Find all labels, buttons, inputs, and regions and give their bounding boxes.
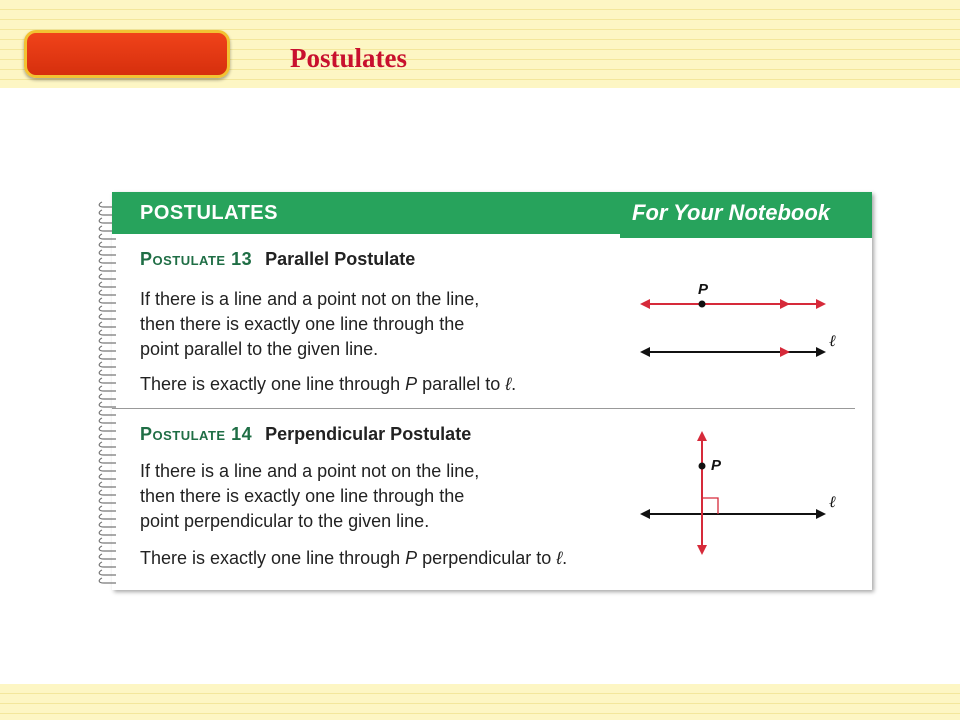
spiral-coil [99, 466, 116, 471]
spiral-coil [99, 362, 116, 367]
postulate-13-line-1: If there is a line and a point not on the line, [140, 289, 480, 309]
card-header-title: POSTULATES [140, 202, 278, 224]
spiral-coil [99, 402, 116, 407]
slide-title: Postulates [290, 43, 407, 73]
spiral-coil [99, 346, 116, 351]
postulate-13-line-3: point parallel to the given line. [140, 339, 379, 359]
postulate-14-line-1: If there is a line and a point not on the line, [140, 461, 480, 481]
point-p-label-2: P [711, 457, 722, 474]
postulate-13-summary [140, 374, 516, 395]
spiral-coil [99, 314, 116, 319]
point-p-dot [699, 301, 706, 308]
spiral-coil [99, 282, 116, 287]
spiral-coil [99, 250, 116, 255]
spiral-coil [99, 258, 116, 263]
postulate-13-heading [140, 249, 415, 270]
spiral-coil [99, 482, 116, 487]
footer-band [0, 684, 960, 720]
postulate-13-name: Parallel Postulate [265, 249, 416, 269]
postulate-14-text [140, 459, 580, 534]
spiral-coil [99, 290, 116, 295]
spiral-coil [99, 354, 116, 359]
postulate-13-summary-prefix: There is exactly one line through [140, 374, 406, 394]
postulate-13-summary-point: P [405, 374, 418, 394]
spiral-coil [99, 370, 116, 375]
spiral-coil [99, 538, 116, 543]
postulate-13-label: Postulate 13 [140, 249, 253, 269]
spiral-coil [99, 570, 116, 575]
parallel-line-through-p [640, 299, 826, 309]
perpendicular-postulate-figure [632, 428, 842, 558]
postulate-14-summary-line: ℓ [556, 548, 563, 568]
postulate-14-name: Perpendicular Postulate [265, 424, 472, 444]
line-l-2 [640, 509, 826, 519]
spiral-coil [99, 450, 116, 455]
postulate-13-summary-end: . [511, 374, 517, 394]
spiral-coil [99, 426, 116, 431]
spiral-coil [99, 498, 116, 503]
postulate-13-line-2: then there is exactly one line through the [140, 314, 465, 334]
spiral-coil [99, 410, 116, 415]
postulate-14-summary-prefix: There is exactly one line through [140, 548, 406, 568]
spiral-coil [99, 378, 116, 383]
notebook-label: For Your Notebook [632, 200, 830, 225]
slide-label-pill [24, 30, 230, 78]
postulate-14-summary [140, 548, 567, 569]
spiral-coil [99, 554, 116, 559]
spiral-coil [99, 298, 116, 303]
postulate-14-label: Postulate 14 [140, 424, 253, 444]
spiral-coil [99, 490, 116, 495]
spiral-coil [99, 394, 116, 399]
line-l-label: ℓ [829, 333, 836, 350]
spiral-coil [99, 546, 116, 551]
parallel-postulate-figure [632, 280, 842, 360]
spiral-coil [99, 562, 116, 567]
postulate-14-line-2: then there is exactly one line through the [140, 486, 465, 506]
spiral-coil [99, 458, 116, 463]
spiral-coil [99, 442, 116, 447]
spiral-coil [99, 242, 116, 247]
line-l-2-label: ℓ [829, 494, 836, 511]
spiral-coil [99, 266, 116, 271]
spiral-coil [99, 474, 116, 479]
spiral-coil [99, 386, 116, 391]
spiral-coil [99, 234, 116, 239]
postulate-14-heading [140, 424, 471, 445]
spiral-coil [99, 514, 116, 519]
spiral-coil [99, 330, 116, 335]
spiral-binding-icon [98, 198, 120, 586]
spiral-coil [99, 322, 116, 327]
postulate-14-summary-end: . [562, 548, 568, 568]
spiral-coil [99, 306, 116, 311]
postulate-14-summary-mid: perpendicular to [417, 548, 557, 568]
postulate-13-summary-line: ℓ [505, 374, 512, 394]
perpendicular-line-through-p [697, 431, 707, 555]
postulate-13-text [140, 287, 580, 362]
postulate-14-summary-point: P [405, 548, 418, 568]
spiral-coil [99, 434, 116, 439]
spiral-coil [99, 418, 116, 423]
point-p-dot-2 [699, 463, 706, 470]
postulates-card [112, 192, 872, 590]
right-angle-mark [702, 498, 718, 514]
section-divider [112, 408, 855, 409]
point-p-label: P [698, 281, 709, 298]
spiral-coil [99, 338, 116, 343]
spiral-coil [99, 530, 116, 535]
postulate-13-summary-mid: parallel to [417, 374, 506, 394]
line-l [640, 347, 826, 357]
spiral-coil [99, 522, 116, 527]
spiral-coil [99, 274, 116, 279]
spiral-coil [99, 578, 116, 583]
postulate-14-line-3: point perpendicular to the given line. [140, 511, 430, 531]
spiral-coil [99, 506, 116, 511]
